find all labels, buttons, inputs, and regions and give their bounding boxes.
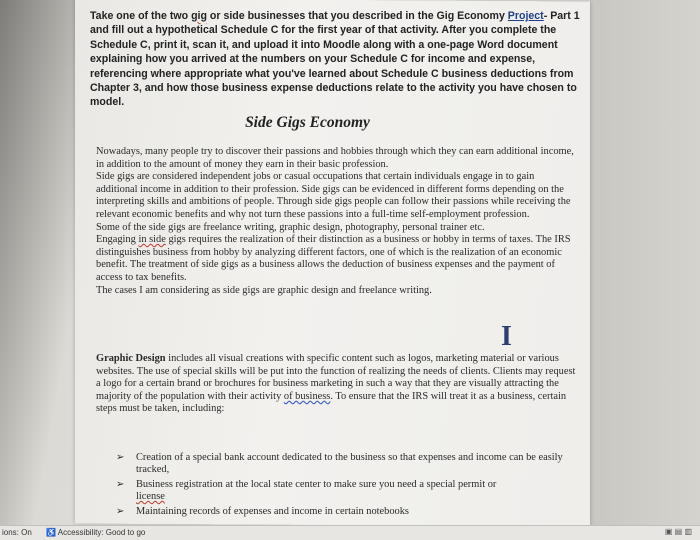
- list-item-text: Maintaining records of expenses and income in certain notebooks: [136, 505, 409, 517]
- project-link[interactable]: Project: [507, 10, 544, 22]
- text-cursor-icon: I: [501, 321, 512, 352]
- accessibility-icon: ♿: [46, 528, 56, 537]
- list-item-text: Business registration at the local state center to make sure you need a special permit or: [136, 478, 497, 490]
- status-item[interactable]: ions: On: [2, 528, 32, 537]
- graphic-design-heading: Graphic Design: [96, 353, 166, 364]
- instr-part1: Take one of the two: [90, 10, 189, 22]
- list-item-text: Creation of a special bank account dedicated to the business so that expenses and income can be easily tracked,: [136, 452, 563, 476]
- steps-list: [116, 452, 576, 520]
- right-background: [590, 0, 700, 525]
- status-bar: [0, 525, 700, 540]
- assignment-instructions: [90, 9, 585, 110]
- grammar-flag-of-business: of business: [283, 390, 331, 402]
- paragraph-irs-start: Engaging: [96, 234, 136, 246]
- instr-part2: or side businesses that you described in the Gig Economy: [209, 10, 505, 22]
- paragraph-cases: The cases I am considering as side gigs are graphic design and freelance writing.: [96, 284, 432, 296]
- paragraph-intro: Nowadays, many people try to discover their passions and hobbies through which they can earn additional income, in addition to the amount of money they earn in their basic profession.: [96, 146, 574, 170]
- graphic-design-paragraph: [96, 353, 576, 416]
- paragraph-irs: [96, 234, 576, 284]
- essay-title: Side Gigs Economy: [245, 114, 370, 131]
- arrow-bullet-icon: ➢: [116, 505, 125, 517]
- essay-body-top: [96, 146, 576, 297]
- accessibility-label: Accessibility: Good to go: [57, 528, 146, 537]
- graphic-design-text-2: . To ensure that the IRS will treat it as a business, certain steps must be taken, including:: [96, 390, 567, 415]
- list-item: [116, 479, 576, 504]
- graphic-design-text-1: includes all visual creations with specific content such as logos, marketing material or various websites. The use of special skills will be put into the function of realizing the needs of clients. Clients may request a logo for a certain brand or brochures for business marketing in such a way that they are visually attracting the majority of the population with their activity: [96, 353, 576, 402]
- list-item: [116, 506, 576, 518]
- spell-error-license: license: [136, 491, 165, 503]
- paragraph-definition: Side gigs are considered independent jobs or casual occupations that certain individuals engage in to gain additional income in addition to their profession. Side gigs can be evidenced in different forms depending on the interpreting skills and ambitions of people. Through side gigs people can follow their passions while receiving the relevant economic benefits and why not turn these passions into a full-time self-employment profession.: [96, 171, 571, 220]
- list-item: [116, 452, 576, 477]
- instr-part3: - Part 1 and fill out a hypothetical Schedule C for the first year of that activity. After you complete the Schedule C, print it, scan it, and upload it into Moodle along with a one-page Word document explaining how you arrived at the numbers on your Schedule C for income and expense, referencing where appropriate what you've learned about Schedule C business deductions from Chapter 3, and how those business expense deductions relate to the activity you have chosen to model.: [90, 10, 580, 109]
- paragraph-examples: Some of the side gigs are freelance writing, graphic design, photography, personal trainer etc.: [96, 221, 485, 233]
- spell-error-gig: gig: [191, 10, 207, 22]
- view-icons[interactable]: ▣ ▤ ▥: [664, 527, 692, 536]
- paragraph-irs-rest: gigs requires the realization of their distinction as a business or hobby in terms of taxes. The IRS distinguishes business from hobby by analyzing different factors, one of which is the realization of an economic benefit. The treatment of side gigs as a business allows the deduction of business expenses and the payment of access to tax benefits.: [96, 234, 571, 283]
- arrow-bullet-icon: ➢: [116, 478, 125, 490]
- arrow-bullet-icon: ➢: [116, 452, 125, 463]
- grammar-flag-in-side: in side: [138, 234, 166, 246]
- accessibility-status[interactable]: [46, 528, 145, 537]
